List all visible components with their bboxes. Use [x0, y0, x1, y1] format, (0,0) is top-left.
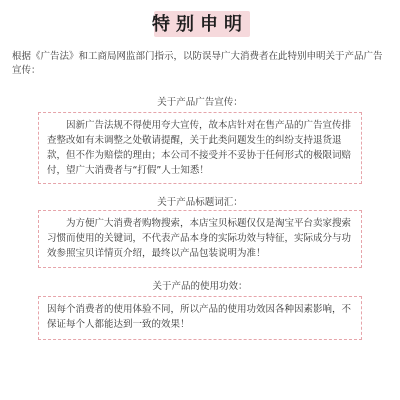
section-box-title-words	[38, 210, 362, 268]
section-body-advertising: 因新广告法规不得使用夸大宣传，故本店针对在售产品的广告宣传排查整改如有未调整之处敬请提醒，关于此类问题发生的纠纷支持退货退款，但不作为赔偿的理由；本公司不接受并不妥协于任何形式的极限词赔付，望广大消费者与“打假”人士知悉！	[47, 120, 352, 176]
section-box-advertising	[38, 112, 362, 184]
section-heading-efficacy: 关于产品的使用功效：	[152, 281, 248, 292]
title-banner	[0, 8, 400, 38]
section-body-efficacy: 因每个消费者的使用体验不同，所以产品的使用功效因各种因素影响，不保证每个人都能达到一致的效果！	[47, 304, 352, 330]
intro-text: 根据《广告法》和工商局网监部门指示，以防误导广大消费者在此特别申明关于产品广告宣传：	[12, 51, 383, 76]
section-box-efficacy	[38, 296, 362, 340]
section-heading-title-words: 关于产品标题词汇：	[157, 197, 243, 208]
page-title: 特别申明	[152, 14, 248, 35]
section-body-title-words: 为方便广大消费者购物搜索，本店宝贝标题仅仅是淘宝平台卖家搜索习惯而使用的关键词，不代表产品本身的实际功效与特征，实际成分与功效参照宝贝详情页介绍，最终以产品包装说明为准！	[47, 218, 352, 259]
section-heading-advertising: 关于产品广告宣传：	[157, 97, 243, 108]
